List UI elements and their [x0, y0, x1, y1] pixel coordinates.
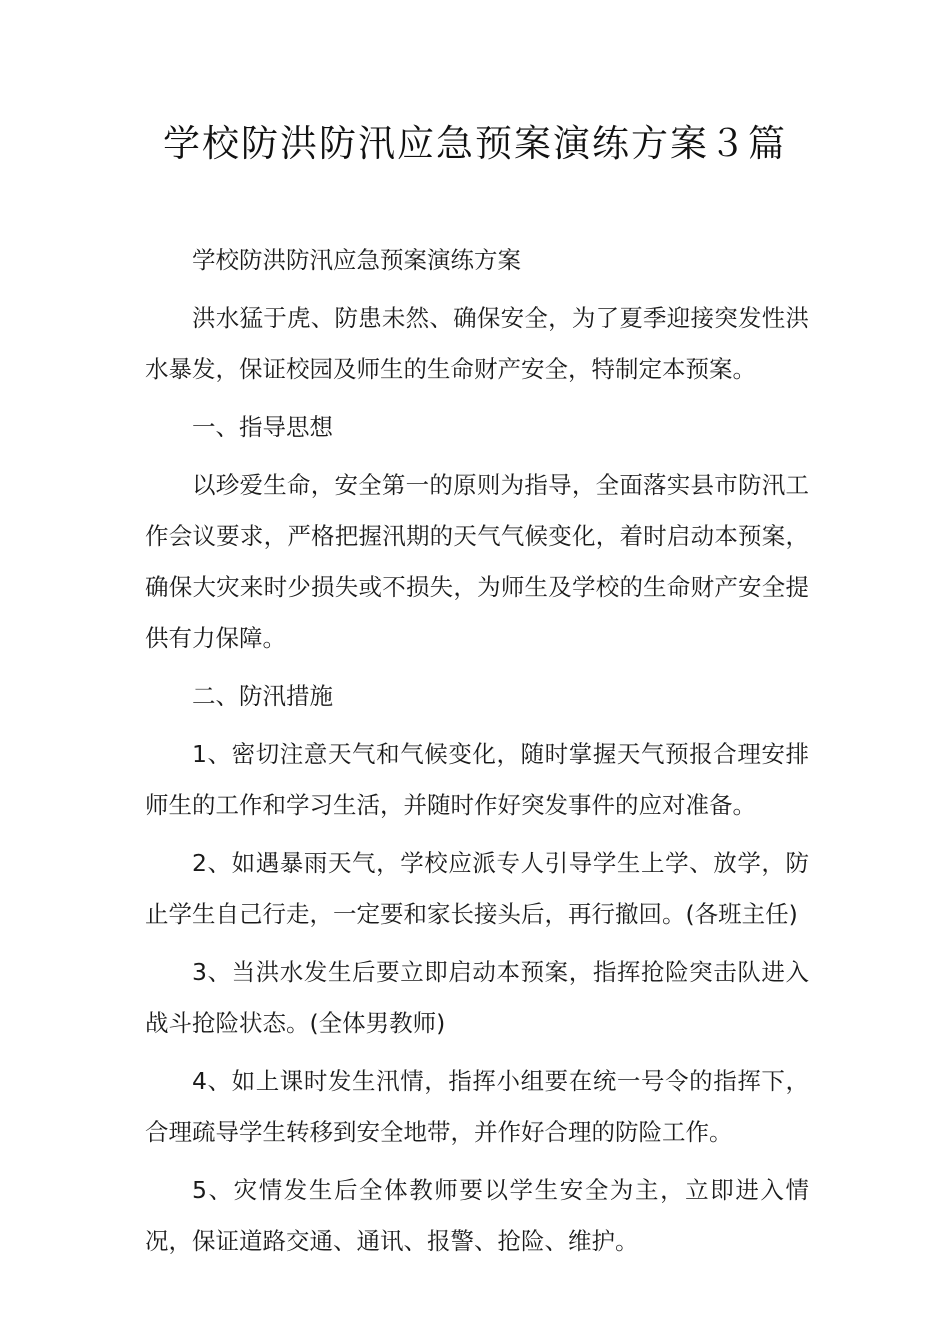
intro-paragraph: 洪水猛于虎、防患未然、确保安全，为了夏季迎接突发性洪水暴发，保证校园及师生的生命财产安全，特制定本预案。 — [145, 304, 809, 383]
section-heading-guiding-ideology: 一、指导思想 — [192, 413, 333, 441]
measure-item-2: 2、如遇暴雨天气，学校应派专人引导学生上学、放学，防止学生自己行走，一定要和家长接头后，再行撤回。(各班主任) — [145, 849, 809, 928]
measure-item-1: 1、密切注意天气和气候变化，随时掌握天气预报合理安排师生的工作和学习生活，并随时作好突发事件的应对准备。 — [145, 740, 809, 819]
document-title: 学校防洪防汛应急预案演练方案３篇 — [163, 122, 787, 165]
guiding-ideology-paragraph: 以珍爱生命，安全第一的原则为指导，全面落实县市防汛工作会议要求，严格把握汛期的天气气候变化，着时启动本预案，确保大灾来时少损失或不损失，为师生及学校的生命财产安全提供有力保障。 — [145, 471, 809, 652]
measure-item-5: 5、灾情发生后全体教师要以学生安全为主，立即进入情况，保证道路交通、通讯、报警、抢险、维护。 — [145, 1176, 809, 1255]
measure-item-4: 4、如上课时发生汛情，指挥小组要在统一号令的指挥下，合理疏导学生转移到安全地带，并作好合理的防险工作。 — [145, 1067, 809, 1146]
document-body — [145, 235, 809, 1274]
measure-item-3: 3、当洪水发生后要立即启动本预案，指挥抢险突击队进入战斗抢险状态。(全体男教师) — [145, 958, 809, 1037]
section-heading-flood-measures: 二、防汛措施 — [192, 682, 333, 710]
subtitle-paragraph: 学校防洪防汛应急预案演练方案 — [192, 246, 521, 274]
